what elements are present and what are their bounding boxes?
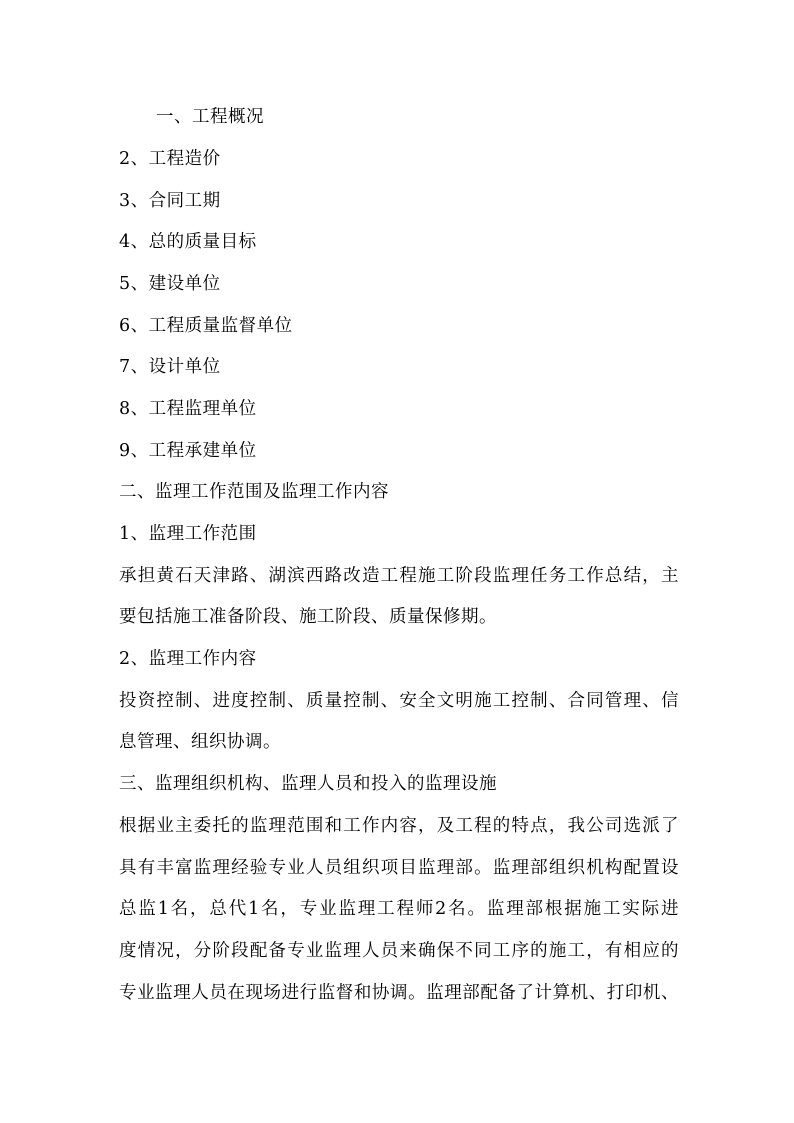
list-item: 5、建设单位: [119, 274, 221, 294]
paragraph-line: 承担黄石天津路、湖滨西路改造工程施工阶段监理任务工作总结，主: [119, 566, 679, 586]
paragraph-line: 要包括施工准备阶段、施工阶段、质量保修期。: [119, 607, 497, 627]
subsection-heading: 1、监理工作范围: [119, 524, 257, 544]
list-item: 4、总的质量目标: [119, 232, 257, 252]
subsection-heading: 2、监理工作内容: [119, 649, 257, 669]
paragraph-line: 总监1名，总代1名，专业监理工程师2名。监理部根据施工实际进: [119, 899, 679, 919]
paragraph-line: 专业监理人员在现场进行监督和协调。监理部配备了计算机、打印机、: [119, 983, 679, 1003]
paragraph-line: 息管理、组织协调。: [119, 732, 281, 752]
section-heading: 二、监理工作范围及监理工作内容: [119, 482, 389, 502]
paragraph-line: 根据业主委托的监理范围和工作内容，及工程的特点，我公司选派了: [119, 816, 679, 836]
paragraph-line: 投资控制、进度控制、质量控制、安全文明施工控制、合同管理、信: [119, 691, 679, 711]
paragraph-line: 具有丰富监理经验专业人员组织项目监理部。监理部组织机构配置设: [119, 858, 679, 878]
list-item: 3、合同工期: [119, 191, 221, 211]
list-item: 8、工程监理单位: [119, 399, 257, 419]
list-item: 6、工程质量监督单位: [119, 316, 293, 336]
list-item: 7、设计单位: [119, 357, 221, 377]
list-item: 2、工程造价: [119, 149, 221, 169]
list-item: 9、工程承建单位: [119, 441, 257, 461]
section-heading: 三、监理组织机构、监理人员和投入的监理设施: [119, 774, 497, 794]
section-heading: 一、工程概况: [156, 107, 264, 127]
paragraph-line: 度情况，分阶段配备专业监理人员来确保不同工序的施工，有相应的: [119, 941, 679, 961]
